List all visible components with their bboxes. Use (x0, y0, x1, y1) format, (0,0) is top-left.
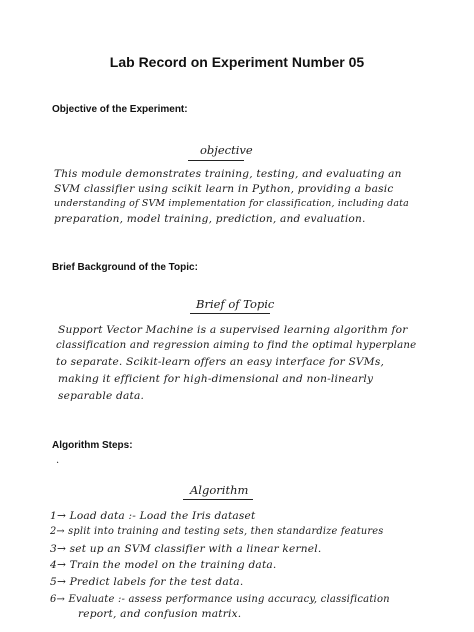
algorithm-step-5: 5→ Predict labels for the test data. (50, 576, 244, 588)
objective-line-1: This module demonstrates training, testing, and evaluating an (54, 168, 402, 180)
algorithm-step-2: 2→ split into training and testing sets, then standardize features (50, 526, 384, 537)
algorithm-step-1: 1→ Load data :- Load the Iris dataset (50, 510, 256, 522)
background-line-1: Support Vector Machine is a supervised learning algorithm for (58, 324, 408, 336)
objective-line-4: preparation, model training, prediction, and evaluation. (54, 213, 366, 225)
algorithm-step-6-continued: report, and confusion matrix. (78, 608, 242, 620)
objective-line-2: SVM classifier using scikit learn in Python, providing a basic (54, 183, 394, 195)
background-line-3: to separate. Scikit-learn offers an easy interface for SVMs, (56, 356, 385, 368)
page-title: Lab Record on Experiment Number 05 (109, 54, 365, 70)
objective-handwritten-title: objective (200, 143, 253, 157)
algorithm-step-3: 3→ set up an SVM classifier with a linear kernel. (50, 543, 322, 555)
background-line-5: separable data. (58, 390, 145, 402)
objective-title-underline (188, 160, 244, 161)
background-line-4: making it efficient for high-dimensional and non-linearly (58, 373, 374, 385)
objective-label: Objective of the Experiment: (52, 104, 188, 115)
background-label: Brief Background of the Topic: (52, 262, 198, 273)
algorithm-title-underline (183, 499, 253, 500)
algorithm-step-4: 4→ Train the model on the training data. (50, 559, 277, 571)
background-line-2: classification and regression aiming to find the optimal hyperplane (56, 340, 417, 351)
algorithm-step-6: 6→ Evaluate :- assess performance using accuracy, classification (50, 594, 390, 605)
background-handwritten-title: Brief of Topic (196, 297, 275, 311)
stray-pen-mark: · (56, 458, 60, 469)
algorithm-handwritten-title: Algorithm (190, 483, 249, 497)
objective-line-3: understanding of SVM implementation for classification, including data (54, 198, 409, 209)
background-title-underline (190, 313, 270, 314)
algorithm-label: Algorithm Steps: (52, 440, 133, 451)
